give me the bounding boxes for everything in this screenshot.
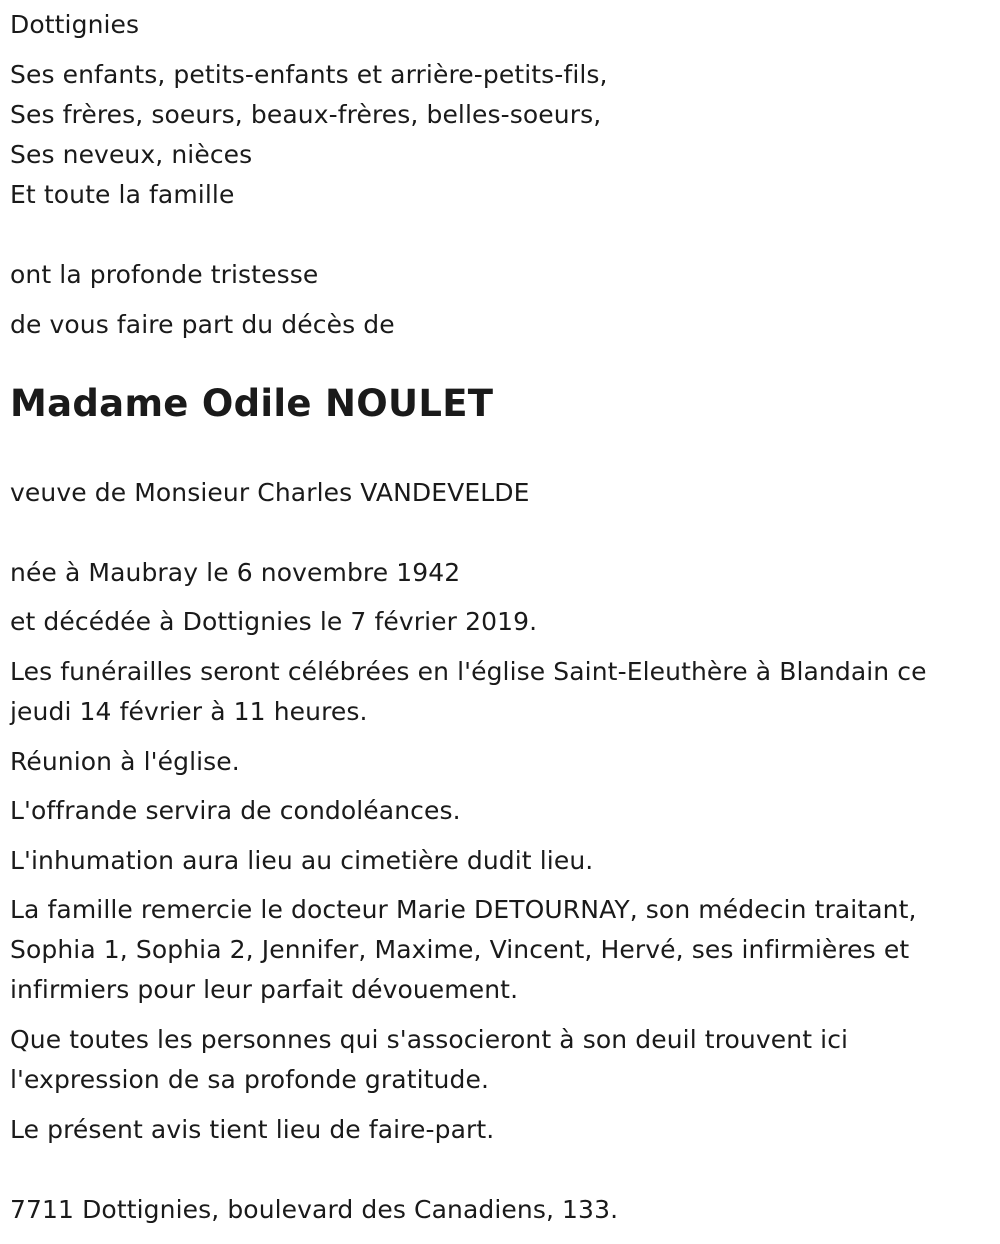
offering-line: L'offrande servira de condoléances. [10, 796, 461, 825]
family-line-siblings: Ses frères, soeurs, beaux-frères, belles-soeurs, [10, 100, 602, 129]
family-line-nephews: Ses neveux, nièces [10, 140, 253, 169]
notice-line: Le présent avis tient lieu de faire-part. [10, 1115, 495, 1144]
funeral-paragraph: Les funérailles seront célébrées en l'église Saint-Eleuthère à Blandain ce jeudi 14 février à 11 heures. [10, 657, 927, 726]
gratitude-paragraph: Que toutes les personnes qui s'associeront à son deuil trouvent ici l'expression de sa profonde gratitude. [10, 1025, 849, 1094]
family-line-all: Et toute la famille [10, 180, 235, 209]
place-heading: Dottignies [10, 10, 140, 39]
thanks-paragraph: La famille remercie le docteur Marie DETOURNAY, son médecin traitant, Sophia 1, Sophia 2, Jennifer, Maxime, Vincent, Hervé, ses infirmières et infirmiers pour leur parfait dévouement. [10, 895, 917, 1004]
family-line-children: Ses enfants, petits-enfants et arrière-petits-fils, [10, 60, 608, 89]
meeting-line: Réunion à l'église. [10, 747, 240, 776]
address-line: 7711 Dottignies, boulevard des Canadiens, 133. [10, 1195, 619, 1224]
burial-line: L'inhumation aura lieu au cimetière dudit lieu. [10, 846, 594, 875]
announcement-line-2: de vous faire part du décès de [10, 310, 395, 339]
announcement-line-1: ont la profonde tristesse [10, 260, 319, 289]
birth-line: née à Maubray le 6 novembre 1942 [10, 558, 461, 587]
death-line: et décédée à Dottignies le 7 février 2019. [10, 607, 538, 636]
deceased-name: Madame Odile NOULET [10, 382, 494, 425]
spouse-line: veuve de Monsieur Charles VANDEVELDE [10, 478, 530, 507]
